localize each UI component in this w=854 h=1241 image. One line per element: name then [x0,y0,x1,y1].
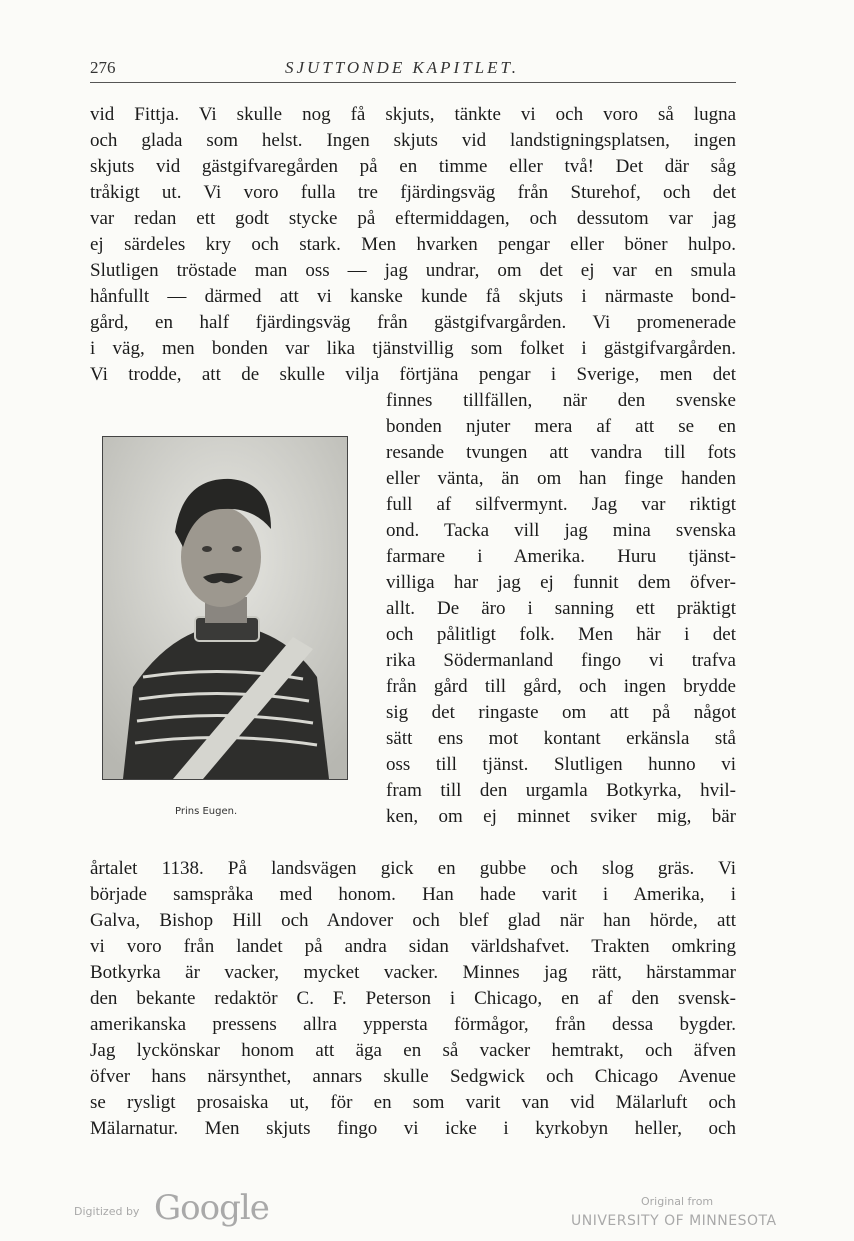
body-line: vi voro från landet på andra sidan världshafvet. Trakten omkring [90,936,736,957]
portrait-image [102,436,348,780]
body-line: Slutligen tröstade man oss — jag undrar, om det ej var en smula [90,260,736,281]
running-header [90,58,736,83]
column-line: och pålitligt folk. Men här i det [386,624,736,645]
body-line: årtalet 1138. På landsvägen gick en gubbe och slog gräs. Vi [90,858,736,879]
body-line: Galva, Bishop Hill och Andover och blef glad när han hörde, att [90,910,736,931]
body-line: Botkyrka är vacker, mycket vacker. Minnes jag rätt, härstammar [90,962,736,983]
column-line: fram till den urgamla Botkyrka, hvil- [386,780,736,801]
column-line: full af silfvermynt. Jag var riktigt [386,494,736,515]
body-line: öfver hans närsynthet, annars skulle Sedgwick och Chicago Avenue [90,1066,736,1087]
body-line: tråkigt ut. Vi voro fulla tre fjärdingsväg från Sturehof, och det [90,182,736,203]
column-line: sätt ens mot kontant erkänsla stå [386,728,736,749]
body-line: Mälarnatur. Men skjuts fingo vi icke i kyrkobyn heller, och [90,1118,736,1139]
body-line: var redan ett godt stycke på eftermiddagen, och dessutom var jag [90,208,736,229]
institution-label: UNIVERSITY OF MINNESOTA [571,1213,777,1229]
digitized-by-label: Digitized by [74,1205,140,1218]
column-line: eller vänta, än om han finge handen [386,468,736,489]
column-line: rika Södermanland fingo vi trafva [386,650,736,671]
column-line: ond. Tacka vill jag mina svenska [386,520,736,541]
body-line: skjuts vid gästgifvaregården på en timme eller två! Det där såg [90,156,736,177]
column-line: farmare i Amerika. Huru tjänst- [386,546,736,567]
column-line: oss till tjänst. Slutligen hunno vi [386,754,736,775]
body-line: Jag lyckönskar honom att äga en så vacker hemtrakt, och äfven [90,1040,736,1061]
column-line: från gård till gård, och ingen brydde [386,676,736,697]
body-line: ej särdeles kry och stark. Men hvarken pengar eller böner hulpo. [90,234,736,255]
column-line: sig det ringaste om att på något [386,702,736,723]
google-logo: Google [154,1188,269,1228]
body-line: började samspråka med honom. Han hade varit i Amerika, i [90,884,736,905]
column-line: resande tvungen att vandra till fots [386,442,736,463]
body-line: amerikanska pressens allra yppersta förmågor, från dessa bygder. [90,1014,736,1035]
body-line: hånfullt — därmed att vi kanske kunde få skjuts i närmaste bond- [90,286,736,307]
body-line: se rysligt prosaiska ut, för en som varit van vid Mälarluft och [90,1092,736,1113]
portrait-illustration [103,437,347,779]
column-line: allt. De äro i sanning ett präktigt [386,598,736,619]
column-line: finnes tillfällen, när den svenske [386,390,736,411]
body-line: Vi trodde, att de skulle vilja förtjäna pengar i Sverige, men det [90,364,736,385]
figure-caption: Prins Eugen. [175,806,238,817]
column-line: villiga har jag ej funnit dem öfver- [386,572,736,593]
body-line: i väg, men bonden var lika tjänstvillig som folket i gästgifvargården. [90,338,736,359]
column-line: ken, om ej minnet sviker mig, bär [386,806,736,827]
body-line: vid Fittja. Vi skulle nog få skjuts, tänkte vi och voro så lugna [90,104,736,125]
chapter-running-head: SJUTTONDE KAPITLET. [285,58,519,77]
body-line: och glada som helst. Ingen skjuts vid landstigningsplatsen, ingen [90,130,736,151]
page-number: 276 [90,58,116,77]
body-line: den bekante redaktör C. F. Peterson i Chicago, en af den svensk- [90,988,736,1009]
column-line: bonden njuter mera af att se en [386,416,736,437]
body-line: gård, en half fjärdingsväg från gästgifvargården. Vi promenerade [90,312,736,333]
original-from-label: Original from [641,1195,714,1208]
